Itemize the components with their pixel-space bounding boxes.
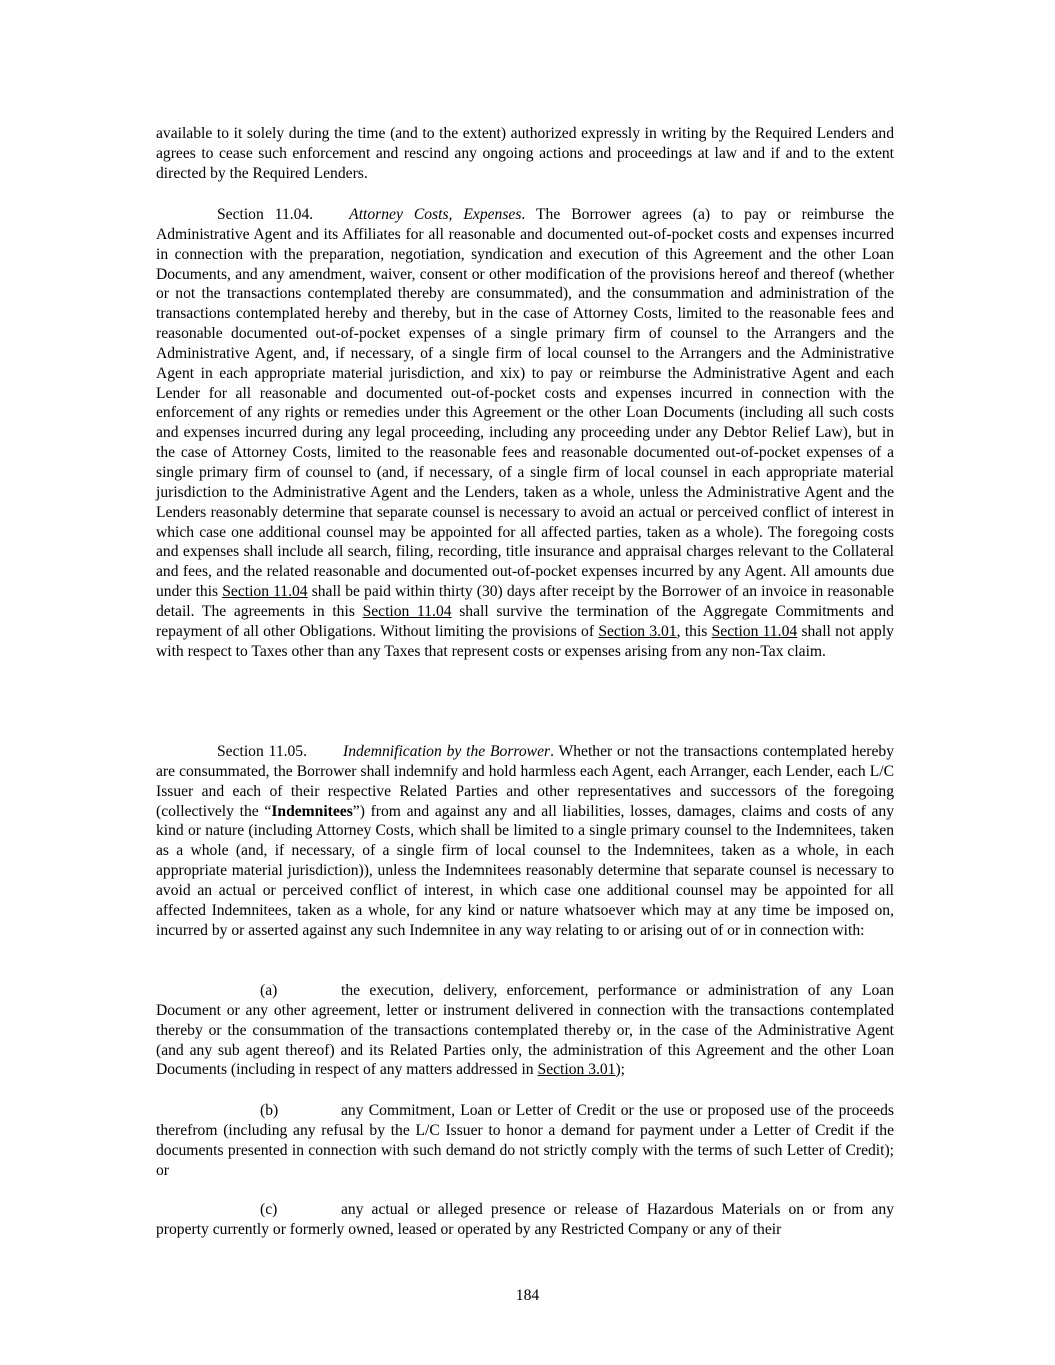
section-number: Section 11.05. [217,743,308,760]
cross-reference: Section 3.01 [537,1061,616,1079]
section-number: Section 11.04. [217,206,314,223]
section-11-04-paragraph: Section 11.04. Attorney Costs, Expenses. The Borrower agrees (a) to pay or reimburse the Administrative Agent and its Affiliates for all reasonable and documented out-of-pocket costs and expenses incurred in connection with the preparation, negotiation, syndication and execution of this Agreement and the other Loan Documents, and any amendment, waiver, consent or other modification of the provisions hereof and thereof (whether or not the transactions contemplated thereby are consummated), and the consummation and administration of the transactions contemplated hereby and thereby, but in the case of Attorney Costs, limited to the reasonable fees and reasonable documented out-of-pocket expenses of a single primary firm of counsel to the Arrangers and the Administrative Agent, and, if necessary, of a single firm of local counsel to the Arrangers and the Administrative Agent in each appropriate material jurisdiction, and xix) to pay or reimburse the Administrative Agent and each Lender for all reasonable and documented out-of-pocket costs and expenses incurred in connection with the enforcement of any rights or remedies under this Agreement or the other Loan Documents (including all such costs and expenses incurred during any legal proceeding, including any proceeding under any Debtor Relief Law), but in the case of Attorney Costs, limited to the reasonable fees and reasonable documented out-of-pocket expenses of a single primary firm of counsel to (and, if necessary, of a single firm of local counsel in each appropriate material jurisdiction to the Administrative Agent and the Lenders, taken as a whole, unless the Administrative Agent and the Lenders reasonably determine that separate counsel is necessary to avoid an actual or perceived conflict of interest in which case one additional counsel may be appointed for all affected parties, taken as a whole). The foregoing costs and expenses shall include all search, filing, recording, title insurance and appraisal charges relevant to the Collateral and fees, and the related reasonable and documented out-of-pocket expenses incurred by any Agent. All amounts due under this Section 11.04 shall be paid within thirty (30) days after receipt by the Borrower of an invoice in reasonable detail. The agreements in this Section 11.04 shall survive the termination of the Aggregate Commitments and repayment of all other Obligations. Without limiting the provisions of Section 3.01, this Section 11.04 shall not apply with respect to Taxes other than any Taxes that represent costs or expenses arising from any non-Tax claim. [156,206,895,660]
cross-reference: Section 11.04 [711,622,798,640]
section-title: Indemnification by the Borrower [343,743,551,760]
defined-term: Indemnitees [271,802,353,820]
continuation-paragraph: available to it solely during the time (and to the extent) authorized expressly in writing by the Required Lenders and agrees to cease such enforcement and rescind any ongoing actions and proceedings at law and if and to the extent directed by the Required Lenders. [156,125,894,182]
section-11-05-paragraph: Section 11.05. Indemnification by the Borrower. Whether or not the transactions contemplated hereby are consummated, the Borrower shall indemnify and hold harmless each Agent, each Arranger, each Lender, each L/C Issuer and each of their respective Related Parties and other representatives and successors of the foregoing (collectively the “Indemnitees”) from and against any and all liabilities, losses, damages, claims and costs of any kind or nature (including Attorney Costs, which shall be limited to a single primary counsel to the Indemnitees, taken as a whole (and, if necessary, of a single firm of local counsel to the Indemnitees, taken as a whole, in each appropriate material jurisdiction)), unless the Indemnitees reasonably determine that separate counsel is necessary to avoid an actual or perceived conflict of interest, in which case one additional counsel may be appointed for all affected Indemnitees, taken as a whole, for any kind or nature whatsoever which may at any time be imposed on, incurred by or asserted against any such Indemnitee in any way relating to or arising out of or in connection with: [156,743,895,939]
page-number: 184 [515,1287,540,1304]
cross-reference: Section 11.04 [362,602,452,620]
cross-reference: Section 3.01 [598,622,677,640]
list-label: (a) [260,982,278,999]
list-label: (b) [260,1102,279,1119]
list-label: (c) [260,1201,278,1218]
list-item-a: (a) the execution, delivery, enforcement, performance or administration of any Loan Document or any other agreement, letter or instrument delivered in connection with the transactions contemplated thereby or the consummation of the transactions contemplated thereby or, in the case of the Administrative Agent (and any sub agent thereof) and its Related Parties only, the administration of this Agreement and the other Loan Documents (including in respect of any matters addressed in Section 3.01); [156,982,894,1079]
cross-reference: Section 11.04 [222,583,308,601]
section-title: Attorney Costs, Expenses [349,206,522,223]
list-item-c: (c) any actual or alleged presence or release of Hazardous Materials on or from any property currently or formerly owned, leased or operated by any Restricted Company or any of their [156,1201,894,1238]
list-item-b: (b) any Commitment, Loan or Letter of Credit or the use or proposed use of the proceeds therefrom (including any refusal by the L/C Issuer to honor a demand for payment under a Letter of Credit if the documents presented in connection with such demand do not strictly comply with the terms of such Letter of Credit); or [156,1102,894,1179]
